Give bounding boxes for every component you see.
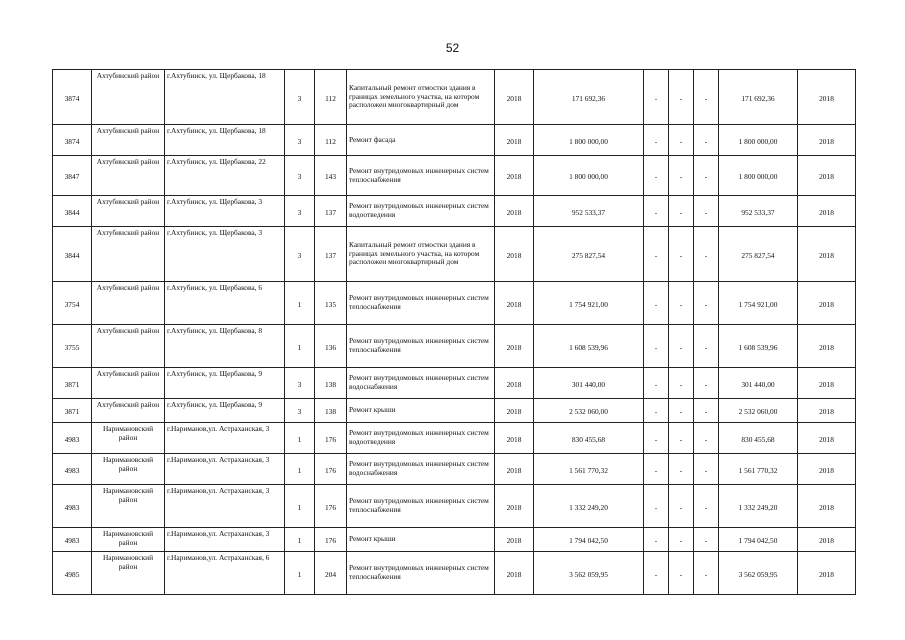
cell-total-cost: 1 608 539,96 [534,325,644,368]
cell-year: 2018 [495,454,534,485]
cell-apartments: 138 [315,399,347,423]
cell-fund-1: - [644,125,669,156]
cell-apartments: 135 [315,282,347,325]
table-row [53,227,856,282]
cell-end-year: 2018 [798,368,856,399]
cell-floors: 1 [285,423,315,454]
cell-year: 2018 [495,528,534,552]
cell-object-id: 4983 [53,423,92,454]
cell-district: Ахтубинский район [92,196,165,227]
cell-address: г.Ахтубинск, ул. Щербакова, 6 [165,282,285,325]
cell-owner-funds: 1 794 042,50 [719,528,798,552]
cell-owner-funds: 1 608 539,96 [719,325,798,368]
cell-fund-3: - [694,485,719,528]
cell-total-cost: 1 794 042,50 [534,528,644,552]
cell-year: 2018 [495,227,534,282]
cell-fund-2: - [669,423,694,454]
cell-fund-3: - [694,125,719,156]
cell-address: г.Ахтубинск, ул. Щербакова, 8 [165,325,285,368]
cell-owner-funds: 1 800 000,00 [719,156,798,196]
cell-work-type: Ремонт внутридомовых инженерных систем водоотведения [347,196,495,227]
cell-fund-3: - [694,552,719,595]
cell-total-cost: 2 532 060,00 [534,399,644,423]
cell-owner-funds: 3 562 059,95 [719,552,798,595]
cell-object-id: 3844 [53,196,92,227]
cell-year: 2018 [495,399,534,423]
cell-district: Наримановский район [92,552,165,595]
cell-year: 2018 [495,282,534,325]
cell-work-type: Ремонт внутридомовых инженерных систем теплоснабжения [347,485,495,528]
cell-fund-2: - [669,70,694,125]
cell-end-year: 2018 [798,485,856,528]
cell-address: г.Нариманов,ул. Астраханская, 3 [165,528,285,552]
cell-fund-3: - [694,454,719,485]
cell-apartments: 143 [315,156,347,196]
table-row [53,125,856,156]
table-row [53,485,856,528]
cell-end-year: 2018 [798,454,856,485]
cell-owner-funds: 1 754 921,00 [719,282,798,325]
cell-floors: 1 [285,282,315,325]
cell-year: 2018 [495,552,534,595]
cell-owner-funds: 2 532 060,00 [719,399,798,423]
cell-fund-3: - [694,156,719,196]
table-row [53,528,856,552]
cell-end-year: 2018 [798,399,856,423]
cell-total-cost: 3 562 059,95 [534,552,644,595]
cell-fund-2: - [669,485,694,528]
cell-work-type: Ремонт внутридомовых инженерных систем водоснабжения [347,454,495,485]
cell-end-year: 2018 [798,125,856,156]
cell-address: г.Ахтубинск, ул. Щербакова, 18 [165,70,285,125]
cell-floors: 3 [285,125,315,156]
cell-fund-1: - [644,485,669,528]
cell-fund-2: - [669,399,694,423]
cell-work-type: Ремонт внутридомовых инженерных систем водоснабжения [347,368,495,399]
cell-total-cost: 171 692,36 [534,70,644,125]
cell-district: Наримановский район [92,454,165,485]
cell-address: г.Ахтубинск, ул. Щербакова, 22 [165,156,285,196]
cell-fund-2: - [669,552,694,595]
cell-fund-3: - [694,196,719,227]
cell-address: г.Ахтубинск, ул. Щербакова, 9 [165,399,285,423]
cell-work-type: Капитальный ремонт отмостки здания в границах земельного участка, на котором расположен многоквартирный дом [347,70,495,125]
cell-fund-1: - [644,227,669,282]
cell-address: г.Ахтубинск, ул. Щербакова, 3 [165,227,285,282]
cell-address: г.Ахтубинск, ул. Щербакова, 18 [165,125,285,156]
cell-work-type: Ремонт внутридомовых инженерных систем теплоснабжения [347,552,495,595]
cell-end-year: 2018 [798,552,856,595]
cell-address: г.Ахтубинск, ул. Щербакова, 3 [165,196,285,227]
cell-apartments: 112 [315,125,347,156]
table-row [53,399,856,423]
cell-end-year: 2018 [798,70,856,125]
cell-year: 2018 [495,125,534,156]
cell-work-type: Ремонт внутридомовых инженерных систем водоотведения [347,423,495,454]
cell-address: г.Нариманов,ул. Астраханская, 3 [165,454,285,485]
cell-object-id: 3755 [53,325,92,368]
cell-fund-3: - [694,70,719,125]
table-row [53,368,856,399]
table-row [53,454,856,485]
repair-program-table [52,69,856,595]
cell-object-id: 4983 [53,454,92,485]
cell-fund-2: - [669,282,694,325]
cell-address: г.Нариманов,ул. Астраханская, 3 [165,485,285,528]
table-row [53,282,856,325]
cell-total-cost: 1 561 770,32 [534,454,644,485]
cell-work-type: Ремонт фасада [347,125,495,156]
cell-work-type: Капитальный ремонт отмостки здания в границах земельного участка, на котором расположен многоквартирный дом [347,227,495,282]
cell-object-id: 4985 [53,552,92,595]
cell-year: 2018 [495,156,534,196]
cell-owner-funds: 830 455,68 [719,423,798,454]
cell-fund-3: - [694,282,719,325]
cell-year: 2018 [495,70,534,125]
cell-fund-2: - [669,196,694,227]
cell-fund-1: - [644,156,669,196]
page-number: 52 [445,41,460,55]
cell-object-id: 3871 [53,399,92,423]
cell-fund-1: - [644,399,669,423]
cell-work-type: Ремонт крыши [347,528,495,552]
cell-floors: 1 [285,552,315,595]
cell-district: Ахтубинский район [92,368,165,399]
cell-fund-1: - [644,552,669,595]
cell-total-cost: 301 440,00 [534,368,644,399]
cell-fund-2: - [669,156,694,196]
cell-apartments: 204 [315,552,347,595]
cell-address: г.Нариманов,ул. Астраханская, 3 [165,423,285,454]
cell-floors: 3 [285,196,315,227]
cell-district: Ахтубинский район [92,156,165,196]
cell-owner-funds: 301 440,00 [719,368,798,399]
cell-floors: 3 [285,70,315,125]
cell-fund-2: - [669,125,694,156]
cell-fund-3: - [694,368,719,399]
cell-fund-1: - [644,454,669,485]
cell-end-year: 2018 [798,196,856,227]
cell-object-id: 4983 [53,485,92,528]
cell-total-cost: 1 800 000,00 [534,156,644,196]
cell-apartments: 138 [315,368,347,399]
cell-fund-3: - [694,423,719,454]
cell-owner-funds: 1 332 249,20 [719,485,798,528]
cell-fund-3: - [694,227,719,282]
cell-floors: 3 [285,368,315,399]
cell-total-cost: 952 533,37 [534,196,644,227]
cell-fund-3: - [694,325,719,368]
cell-district: Наримановский район [92,423,165,454]
cell-fund-1: - [644,196,669,227]
cell-fund-2: - [669,227,694,282]
cell-district: Ахтубинский район [92,325,165,368]
cell-object-id: 3847 [53,156,92,196]
cell-year: 2018 [495,196,534,227]
cell-object-id: 3874 [53,125,92,156]
cell-work-type: Ремонт внутридомовых инженерных систем теплоснабжения [347,325,495,368]
cell-floors: 3 [285,156,315,196]
cell-owner-funds: 275 827,54 [719,227,798,282]
cell-fund-2: - [669,528,694,552]
cell-apartments: 176 [315,423,347,454]
cell-total-cost: 275 827,54 [534,227,644,282]
cell-district: Ахтубинский район [92,227,165,282]
table-row [53,325,856,368]
cell-fund-1: - [644,368,669,399]
cell-owner-funds: 1 800 000,00 [719,125,798,156]
table-row [53,552,856,595]
cell-district: Ахтубинский район [92,399,165,423]
cell-year: 2018 [495,485,534,528]
cell-owner-funds: 171 692,36 [719,70,798,125]
cell-district: Ахтубинский район [92,70,165,125]
cell-apartments: 112 [315,70,347,125]
cell-total-cost: 1 332 249,20 [534,485,644,528]
cell-floors: 1 [285,454,315,485]
cell-owner-funds: 1 561 770,32 [719,454,798,485]
cell-object-id: 3871 [53,368,92,399]
table-row [53,196,856,227]
table-row [53,423,856,454]
cell-end-year: 2018 [798,325,856,368]
cell-object-id: 3844 [53,227,92,282]
cell-fund-2: - [669,454,694,485]
cell-floors: 1 [285,325,315,368]
table-row [53,156,856,196]
cell-work-type: Ремонт крыши [347,399,495,423]
cell-year: 2018 [495,423,534,454]
cell-address: г.Нариманов,ул. Астраханская, 6 [165,552,285,595]
cell-apartments: 137 [315,196,347,227]
cell-fund-1: - [644,282,669,325]
cell-district: Ахтубинский район [92,125,165,156]
cell-fund-3: - [694,399,719,423]
cell-object-id: 3754 [53,282,92,325]
cell-object-id: 3874 [53,70,92,125]
cell-floors: 1 [285,528,315,552]
cell-fund-2: - [669,325,694,368]
cell-total-cost: 1 800 000,00 [534,125,644,156]
cell-end-year: 2018 [798,227,856,282]
cell-object-id: 4983 [53,528,92,552]
table-body [53,70,856,595]
cell-fund-1: - [644,528,669,552]
cell-end-year: 2018 [798,282,856,325]
cell-apartments: 176 [315,528,347,552]
cell-total-cost: 1 754 921,00 [534,282,644,325]
cell-fund-2: - [669,368,694,399]
cell-floors: 1 [285,485,315,528]
cell-year: 2018 [495,325,534,368]
cell-fund-3: - [694,528,719,552]
cell-owner-funds: 952 533,37 [719,196,798,227]
cell-address: г.Ахтубинск, ул. Щербакова, 9 [165,368,285,399]
cell-year: 2018 [495,368,534,399]
cell-apartments: 176 [315,454,347,485]
cell-end-year: 2018 [798,156,856,196]
cell-district: Наримановский район [92,528,165,552]
cell-apartments: 176 [315,485,347,528]
cell-fund-1: - [644,70,669,125]
cell-total-cost: 830 455,68 [534,423,644,454]
cell-end-year: 2018 [798,423,856,454]
cell-apartments: 137 [315,227,347,282]
table-row [53,70,856,125]
cell-fund-1: - [644,423,669,454]
cell-end-year: 2018 [798,528,856,552]
cell-district: Наримановский район [92,485,165,528]
cell-fund-1: - [644,325,669,368]
cell-district: Ахтубинский район [92,282,165,325]
cell-apartments: 136 [315,325,347,368]
cell-floors: 3 [285,227,315,282]
cell-work-type: Ремонт внутридомовых инженерных систем теплоснабжения [347,156,495,196]
cell-work-type: Ремонт внутридомовых инженерных систем теплоснабжения [347,282,495,325]
cell-floors: 3 [285,399,315,423]
